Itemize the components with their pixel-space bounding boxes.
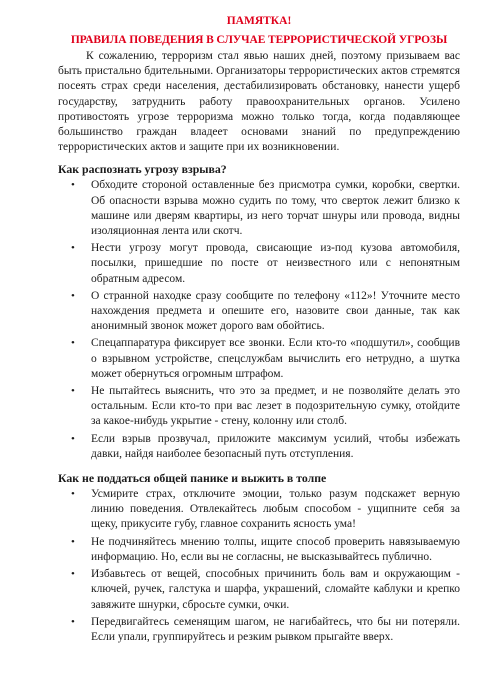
explosion-tips-list (58, 178, 460, 462)
list-item: • Нести угрозу могут провода, свисающие из-под кузова автомобиля, посылки, пришедшие по посте от неизвестного или с непонятным обратным адресом. (71, 242, 460, 285)
list-item: • Передвигайтесь семенящим шагом, не нагибайтесь, что бы ни потеряли. Если упали, группируйтесь и резким рывком прыгайте вверх. (71, 615, 460, 643)
section-heading-crowd: Как не поддаться общей панике и выжить в толпе (58, 471, 327, 486)
bullet-icon: • (71, 568, 75, 581)
list-item: • Избавьтесь от вещей, способных причинить боль вам и окружающим - ключей, ручек, галстука и шарфа, украшений, сломайте каблуки и крепко завяжите шнурки, сбросьте сумки, очки. (71, 568, 460, 611)
bullet-icon: • (71, 179, 75, 192)
list-item: • Если взрыв прозвучал, приложите максимум усилий, чтобы избежать давки, найдя наиболее безопасный путь отступления. (71, 432, 460, 460)
list-item: • Не пытайтесь выяснить, что это за предмет, и не позволяйте делать это остальным. Если кто-то при вас лезет в подозрительную сумку, отойдите за какое-нибудь укрытие - стену, колонну или столб. (71, 385, 460, 428)
bullet-icon: • (71, 385, 75, 398)
list-item: • О странной находке сразу сообщите по телефону «112»! Уточните место нахождения предмета и опешите его, назовите свои данные, так как анонимный звонок может дорого вам обойтись. (71, 289, 460, 333)
list-item: • Усмирите страх, отключите эмоции, только разум подскажет верную линию поведения. Отвлекайтесь любым способом - ущипните себя за щеку, прикусите губу, главное сохранить ясность ума! (71, 488, 460, 531)
bullet-icon: • (71, 337, 75, 350)
bullet-icon: • (71, 488, 75, 501)
list-item: • Обходите стороной оставленные без присмотра сумки, коробки, свертки. Об опасности взрыва можно судить по тому, что сверток лежит близко к машине или дверям квартиры, из него торчат шнуры или провода, видны изоляционная лента или скотч. (71, 179, 460, 238)
bullet-icon: • (71, 289, 75, 302)
bullet-icon: • (71, 242, 75, 255)
memo-subtitle: ПРАВИЛА ПОВЕДЕНИЯ В СЛУЧАЕ ТЕРРОРИСТИЧЕСКОЙ УГРОЗЫ (70, 34, 448, 46)
section-heading-explosion: Как распознать угрозу взрыва? (58, 162, 227, 177)
bullet-icon: • (71, 615, 75, 628)
memo-title: ПАМЯТКА! (226, 15, 292, 27)
bullet-icon: • (71, 535, 75, 548)
intro-paragraph: К сожалению, терроризм стал явью наших дней, поэтому призываем вас быть пристально бдительными. Организаторы террористических актов стремятся посеять страх среди населения, дестабилизировать обстановку, нанести ущерб государству, затруднить работу правоохранительных органов. Усилено противостоять угрозе терроризма можно только тогда, когда подавляющее большинство граждан владеет основами знаний по предупреждению террористических актов и защите при их возникновении. (58, 50, 460, 154)
crowd-tips-list (58, 487, 460, 645)
list-item: • Спецаппаратура фиксирует все звонки. Если кто-то «подшутил», сообщив о взрывном устройстве, спецслужбам вычислить его нетрудно, а шутка может обернуться огромным штрафом. (71, 337, 460, 380)
list-item: • Не подчиняйтесь мнению толпы, ищите способ проверить навязываемую информацию. Но, если вы не согласны, не высказывайтесь публично. (71, 535, 460, 563)
bullet-icon: • (71, 432, 75, 445)
